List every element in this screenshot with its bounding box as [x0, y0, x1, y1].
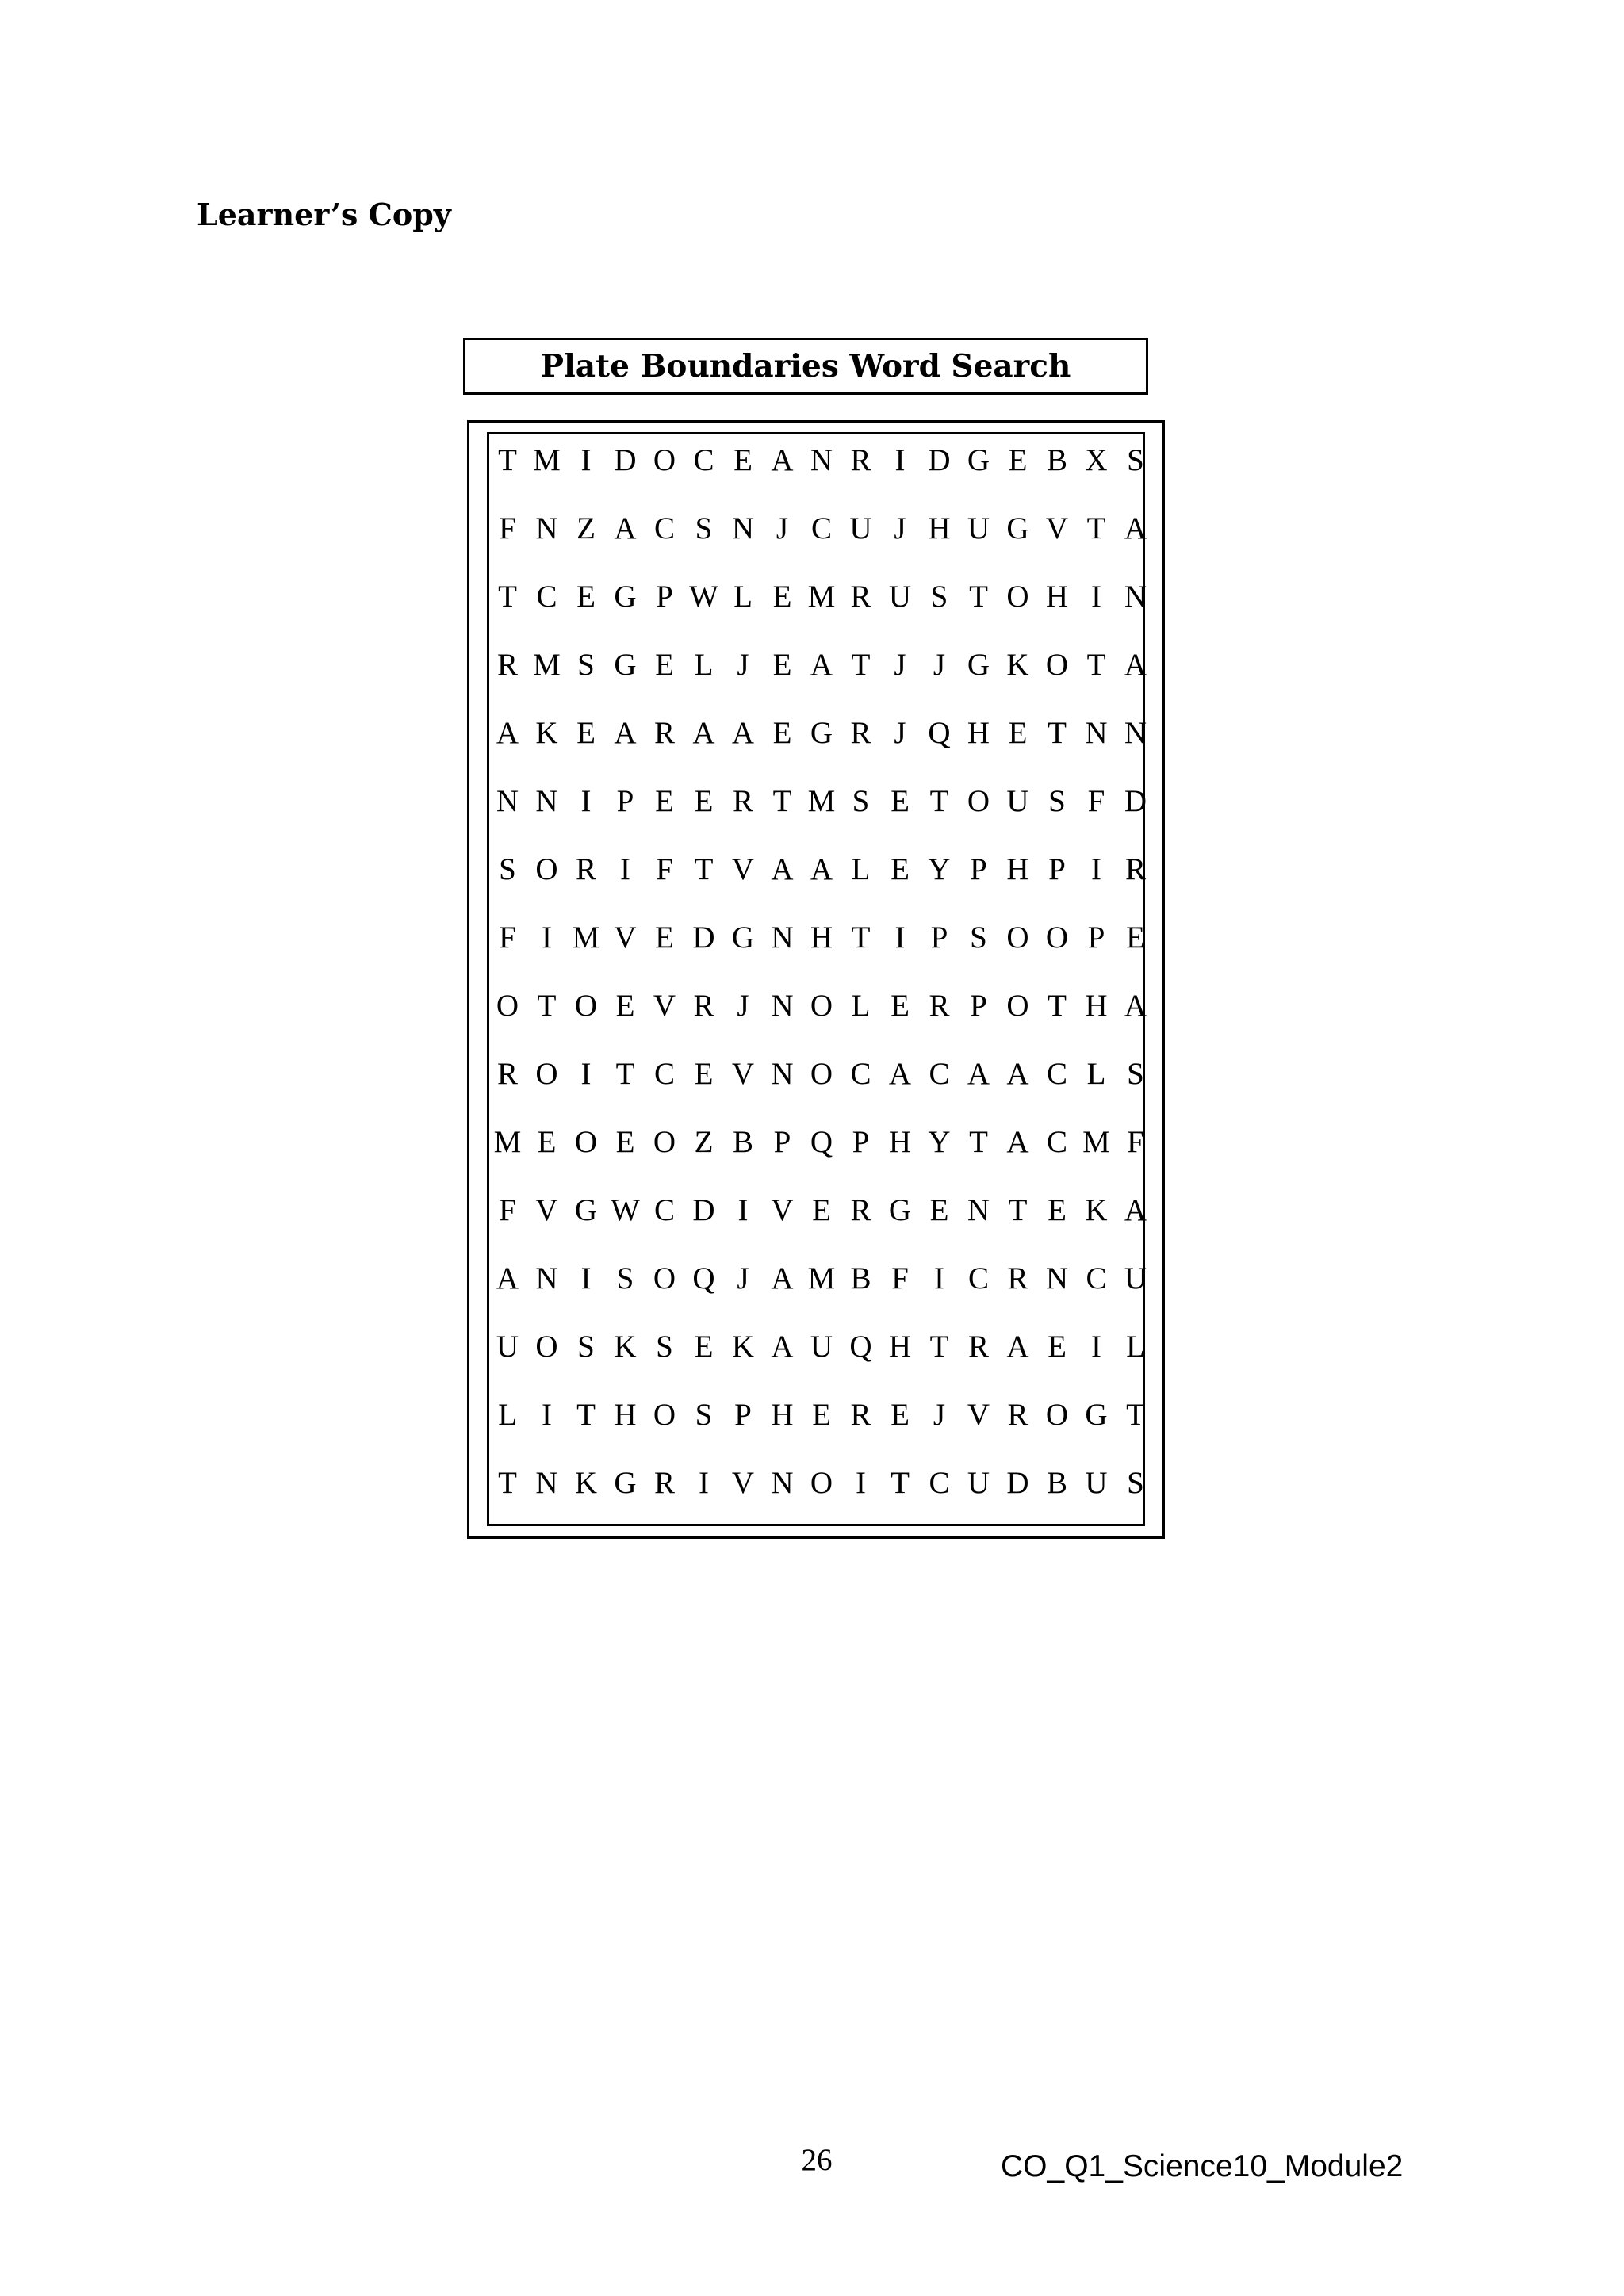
grid-letter: M — [807, 579, 836, 614]
grid-letter: E — [812, 1397, 831, 1432]
grid-row — [487, 1176, 1145, 1244]
grid-letter: T — [537, 988, 557, 1023]
grid-letter: A — [692, 715, 715, 750]
grid-letter: G — [731, 920, 755, 955]
grid-letter: N — [535, 511, 558, 545]
grid-letter: I — [620, 851, 630, 886]
grid-letter: A — [1006, 1124, 1029, 1159]
grid-letter: T — [1048, 988, 1067, 1023]
grid-letter: O — [1006, 579, 1029, 614]
grid-letter: E — [891, 851, 910, 886]
grid-letter: R — [1007, 1397, 1028, 1432]
grid-letter: E — [891, 1397, 910, 1432]
grid-letter: R — [496, 1056, 518, 1091]
grid-letter: A — [1006, 1056, 1029, 1091]
grid-letter: T — [851, 647, 871, 682]
grid-letter: A — [967, 1056, 990, 1091]
grid-letter: K — [535, 715, 558, 750]
grid-letter: J — [776, 511, 789, 545]
grid-letter: Z — [576, 511, 596, 545]
grid-letter: R — [850, 1397, 871, 1432]
grid-letter: S — [577, 1329, 595, 1364]
grid-letter: H — [888, 1124, 912, 1159]
grid-letter: O — [535, 1056, 558, 1091]
grid-letter: T — [929, 783, 949, 818]
grid-letter: E — [537, 1124, 557, 1159]
grid-letter: T — [1086, 647, 1106, 682]
grid-letter: C — [850, 1056, 871, 1091]
grid-letter: S — [695, 1397, 713, 1432]
grid-letter: I — [699, 1465, 709, 1500]
grid-letter: G — [614, 579, 637, 614]
grid-letter: T — [891, 1465, 910, 1500]
grid-letter: E — [655, 920, 674, 955]
grid-letter: D — [692, 920, 715, 955]
grid-letter: C — [653, 1056, 675, 1091]
grid-row — [487, 903, 1145, 971]
grid-letter: N — [771, 1465, 794, 1500]
grid-letter: J — [737, 988, 749, 1023]
grid-letter: O — [574, 1124, 598, 1159]
grid-letter: I — [856, 1465, 866, 1500]
grid-letter: A — [1124, 511, 1147, 545]
grid-letter: P — [1087, 920, 1105, 955]
grid-letter: G — [614, 1465, 637, 1500]
grid-letter: U — [849, 511, 872, 545]
grid-letter: A — [496, 1261, 519, 1295]
grid-letter: L — [1086, 1056, 1106, 1091]
grid-letter: D — [614, 442, 637, 477]
grid-letter: E — [576, 579, 596, 614]
grid-letter: R — [732, 783, 753, 818]
grid-letter: A — [1124, 647, 1147, 682]
grid-letter: A — [771, 442, 794, 477]
grid-letter: U — [1006, 783, 1029, 818]
grid-letter: O — [653, 1261, 676, 1295]
grid-letter: B — [1046, 1465, 1067, 1500]
grid-letter: C — [536, 579, 557, 614]
grid-letter: F — [499, 920, 516, 955]
grid-letter: S — [1127, 1056, 1144, 1091]
grid-letter: P — [773, 1124, 791, 1159]
grid-letter: J — [737, 1261, 749, 1295]
grid-letter: I — [737, 1192, 749, 1227]
grid-letter: J — [737, 647, 749, 682]
grid-letter: O — [810, 1056, 833, 1091]
grid-letter: E — [772, 579, 792, 614]
grid-letter: K — [574, 1465, 598, 1500]
grid-letter: G — [967, 442, 990, 477]
grid-letter: O — [1006, 920, 1029, 955]
grid-letter: V — [653, 988, 676, 1023]
grid-letter: O — [535, 1329, 558, 1364]
grid-letter: E — [891, 783, 910, 818]
grid-letter: Q — [928, 715, 951, 750]
grid-letter: I — [1091, 579, 1101, 614]
grid-letter: Q — [692, 1261, 715, 1295]
grid-letter: H — [928, 511, 951, 545]
grid-row — [487, 494, 1145, 562]
grid-letter: N — [1085, 715, 1108, 750]
grid-letter: R — [693, 988, 714, 1023]
grid-letter: U — [496, 1329, 519, 1364]
grid-letter: A — [1006, 1329, 1029, 1364]
grid-letter: O — [496, 988, 519, 1023]
grid-letter: T — [615, 1056, 635, 1091]
grid-letter: P — [1048, 851, 1066, 886]
grid-letter: R — [1124, 851, 1146, 886]
grid-letter: R — [850, 442, 871, 477]
grid-row — [487, 1108, 1145, 1176]
grid-letter: R — [967, 1329, 989, 1364]
page-number: 26 — [801, 2143, 833, 2177]
grid-letter: N — [771, 920, 794, 955]
grid-letter: V — [731, 1465, 755, 1500]
grid-letter: E — [1048, 1192, 1067, 1227]
grid-letter: P — [970, 851, 987, 886]
grid-letter: E — [655, 783, 674, 818]
grid-letter: S — [695, 511, 713, 545]
grid-letter: L — [851, 988, 871, 1023]
grid-letter: O — [1045, 647, 1069, 682]
grid-letter: E — [1008, 715, 1028, 750]
grid-letter: A — [771, 1329, 794, 1364]
grid-letter: M — [533, 647, 561, 682]
grid-row — [487, 1380, 1145, 1448]
grid-letter: E — [1126, 920, 1145, 955]
grid-letter: B — [1046, 442, 1067, 477]
grid-letter: H — [614, 1397, 637, 1432]
grid-letter: S — [1127, 1465, 1144, 1500]
grid-letter: T — [851, 920, 871, 955]
grid-row — [487, 426, 1145, 494]
grid-letter: T — [498, 579, 517, 614]
grid-letter: V — [1045, 511, 1069, 545]
grid-letter: K — [614, 1329, 637, 1364]
grid-letter: A — [771, 851, 794, 886]
grid-letter: A — [810, 851, 833, 886]
grid-letter: S — [577, 647, 595, 682]
grid-letter: T — [576, 1397, 596, 1432]
grid-letter: N — [771, 988, 794, 1023]
grid-letter: D — [928, 442, 951, 477]
grid-letter: V — [731, 851, 755, 886]
grid-letter: S — [616, 1261, 634, 1295]
grid-letter: C — [1046, 1056, 1067, 1091]
word-search-title: Plate Boundaries Word Search — [540, 347, 1071, 385]
grid-letter: E — [772, 715, 792, 750]
grid-letter: M — [1082, 1124, 1110, 1159]
grid-letter: S — [656, 1329, 673, 1364]
grid-letter: H — [1085, 988, 1108, 1023]
grid-letter: E — [576, 715, 596, 750]
grid-letter: J — [894, 647, 906, 682]
grid-letter: O — [653, 1397, 676, 1432]
grid-letter: H — [888, 1329, 912, 1364]
grid-letter: T — [694, 851, 714, 886]
grid-letter: Y — [928, 851, 951, 886]
grid-letter: R — [850, 579, 871, 614]
grid-letter: S — [1048, 783, 1066, 818]
grid-letter: E — [772, 647, 792, 682]
grid-letter: K — [731, 1329, 755, 1364]
grid-letter: S — [1127, 442, 1144, 477]
grid-letter: U — [1085, 1465, 1108, 1500]
grid-letter: O — [574, 988, 598, 1023]
grid-letter: A — [614, 715, 637, 750]
grid-letter: Y — [928, 1124, 951, 1159]
grid-letter: Z — [694, 1124, 714, 1159]
grid-letter: P — [616, 783, 634, 818]
grid-letter: F — [1087, 783, 1105, 818]
grid-letter: C — [653, 511, 675, 545]
grid-letter: N — [731, 511, 755, 545]
grid-letter: A — [496, 715, 519, 750]
grid-letter: O — [810, 988, 833, 1023]
grid-letter: J — [894, 715, 906, 750]
grid-letter: N — [1045, 1261, 1069, 1295]
grid-letter: C — [1046, 1124, 1067, 1159]
grid-letter: E — [615, 1124, 635, 1159]
grid-letter: U — [967, 511, 990, 545]
grid-letter: R — [1007, 1261, 1028, 1295]
grid-letter: T — [969, 579, 988, 614]
grid-letter: M — [807, 1261, 836, 1295]
grid-letter: I — [580, 783, 592, 818]
grid-letter: F — [1127, 1124, 1144, 1159]
grid-letter: O — [1006, 988, 1029, 1023]
grid-letter: K — [1085, 1192, 1108, 1227]
grid-letter: J — [894, 511, 906, 545]
grid-letter: O — [653, 442, 676, 477]
grid-letter: E — [733, 442, 753, 477]
grid-letter: I — [580, 442, 592, 477]
grid-letter: C — [653, 1192, 675, 1227]
grid-letter: B — [850, 1261, 871, 1295]
grid-letter: B — [732, 1124, 753, 1159]
grid-letter: I — [894, 920, 906, 955]
grid-letter: M — [533, 442, 561, 477]
grid-letter: T — [498, 1465, 517, 1500]
grid-letter: A — [614, 511, 637, 545]
grid-letter: Q — [849, 1329, 872, 1364]
grid-letter: E — [812, 1192, 831, 1227]
grid-letter: E — [615, 988, 635, 1023]
grid-letter: Q — [810, 1124, 833, 1159]
grid-letter: V — [614, 920, 637, 955]
grid-letter: D — [1124, 783, 1147, 818]
grid-letter: P — [656, 579, 673, 614]
grid-letter: A — [810, 647, 833, 682]
grid-letter: S — [499, 851, 516, 886]
grid-letter: H — [1045, 579, 1069, 614]
grid-letter: P — [734, 1397, 752, 1432]
grid-letter: U — [810, 1329, 833, 1364]
grid-letter: C — [810, 511, 832, 545]
grid-letter: V — [771, 1192, 794, 1227]
grid-letter: W — [611, 1192, 640, 1227]
grid-letter: P — [930, 920, 948, 955]
grid-letter: M — [493, 1124, 522, 1159]
grid-letter: O — [810, 1465, 833, 1500]
grid-row — [487, 1448, 1145, 1517]
grid-letter: I — [1091, 1329, 1101, 1364]
learners-copy-label: Learner’s Copy — [197, 197, 451, 232]
grid-letter: V — [535, 1192, 558, 1227]
grid-letter: N — [535, 1261, 558, 1295]
grid-letter: F — [499, 511, 516, 545]
grid-letter: F — [891, 1261, 909, 1295]
grid-letter: E — [655, 647, 674, 682]
grid-letter: T — [1008, 1192, 1028, 1227]
grid-row — [487, 835, 1145, 903]
grid-letter: S — [930, 579, 948, 614]
grid-letter: I — [1091, 851, 1101, 886]
grid-letter: N — [535, 783, 558, 818]
grid-letter: I — [894, 442, 906, 477]
grid-letter: N — [771, 1056, 794, 1091]
grid-row — [487, 630, 1145, 698]
grid-letter: C — [693, 442, 714, 477]
grid-letter: R — [575, 851, 596, 886]
grid-row — [487, 971, 1145, 1039]
grid-letter: P — [852, 1124, 870, 1159]
grid-letter: O — [1045, 1397, 1069, 1432]
grid-letter: O — [967, 783, 990, 818]
grid-letter: E — [694, 1056, 714, 1091]
grid-letter: C — [929, 1465, 950, 1500]
grid-letter: T — [498, 442, 517, 477]
grid-letter: E — [891, 988, 910, 1023]
grid-letter: T — [772, 783, 792, 818]
grid-letter: R — [850, 1192, 871, 1227]
grid-letter: L — [1126, 1329, 1145, 1364]
grid-letter: O — [653, 1124, 676, 1159]
grid-row — [487, 698, 1145, 767]
grid-letter: A — [1124, 1192, 1147, 1227]
grid-letter: A — [731, 715, 755, 750]
grid-letter: G — [810, 715, 833, 750]
grid-letter: S — [970, 920, 987, 955]
grid-letter: V — [967, 1397, 990, 1432]
grid-letter: U — [888, 579, 912, 614]
grid-letter: T — [969, 1124, 988, 1159]
grid-letter: R — [653, 715, 675, 750]
grid-letter: A — [888, 1056, 912, 1091]
grid-letter: P — [970, 988, 987, 1023]
grid-letter: R — [496, 647, 518, 682]
grid-letter: G — [967, 647, 990, 682]
grid-letter: H — [771, 1397, 794, 1432]
grid-letter: D — [1006, 1465, 1029, 1500]
grid-letter: U — [1124, 1261, 1147, 1295]
grid-letter: N — [535, 1465, 558, 1500]
grid-letter: R — [929, 988, 950, 1023]
grid-letter: C — [1086, 1261, 1107, 1295]
grid-letter: F — [656, 851, 673, 886]
grid-letter: I — [580, 1261, 592, 1295]
grid-letter: K — [1006, 647, 1029, 682]
grid-letter: U — [967, 1465, 990, 1500]
grid-letter: I — [542, 1397, 552, 1432]
grid-letter: E — [1048, 1329, 1067, 1364]
grid-row — [487, 1312, 1145, 1380]
grid-letter: N — [967, 1192, 990, 1227]
grid-row — [487, 1039, 1145, 1108]
grid-letter: G — [614, 647, 637, 682]
grid-letter: V — [731, 1056, 755, 1091]
grid-letter: I — [580, 1056, 592, 1091]
grid-letter: C — [967, 1261, 989, 1295]
grid-letter: M — [572, 920, 600, 955]
grid-letter: T — [1126, 1397, 1145, 1432]
grid-letter: G — [1006, 511, 1029, 545]
grid-row — [487, 767, 1145, 835]
grid-letter: N — [496, 783, 519, 818]
grid-letter: H — [967, 715, 990, 750]
grid-letter: N — [810, 442, 833, 477]
grid-letter: E — [1008, 442, 1028, 477]
grid-letter: A — [1124, 988, 1147, 1023]
grid-letter: I — [542, 920, 552, 955]
grid-letter: T — [929, 1329, 949, 1364]
grid-letter: O — [1045, 920, 1069, 955]
grid-letter: H — [810, 920, 833, 955]
grid-row — [487, 1244, 1145, 1312]
grid-letter: G — [574, 1192, 598, 1227]
grid-letter: R — [653, 1465, 675, 1500]
grid-letter: L — [694, 647, 714, 682]
grid-letter: D — [692, 1192, 715, 1227]
grid-letter: X — [1085, 442, 1108, 477]
grid-letter: C — [929, 1056, 950, 1091]
grid-letter: O — [535, 851, 558, 886]
grid-letter: E — [694, 783, 714, 818]
grid-letter: N — [1124, 579, 1147, 614]
grid-letter: S — [852, 783, 870, 818]
grid-letter: M — [807, 783, 836, 818]
grid-letter: J — [933, 1397, 946, 1432]
grid-letter: J — [933, 647, 946, 682]
grid-letter: E — [929, 1192, 949, 1227]
grid-letter: A — [771, 1261, 794, 1295]
grid-letter: L — [733, 579, 753, 614]
grid-letter: L — [851, 851, 871, 886]
grid-row — [487, 562, 1145, 630]
word-search-title-box — [463, 338, 1148, 395]
grid-letter: T — [1048, 715, 1067, 750]
grid-letter: H — [1006, 851, 1029, 886]
grid-letter: L — [498, 1397, 517, 1432]
grid-letter: W — [689, 579, 718, 614]
grid-letter: N — [1124, 715, 1147, 750]
grid-letter: G — [888, 1192, 912, 1227]
grid-letter: R — [850, 715, 871, 750]
grid-letter: I — [934, 1261, 944, 1295]
grid-letter: F — [499, 1192, 516, 1227]
module-code: CO_Q1_Science10_Module2 — [1001, 2149, 1404, 2183]
grid-letter: G — [1085, 1397, 1108, 1432]
grid-letter: E — [694, 1329, 714, 1364]
grid-letter: T — [1086, 511, 1106, 545]
